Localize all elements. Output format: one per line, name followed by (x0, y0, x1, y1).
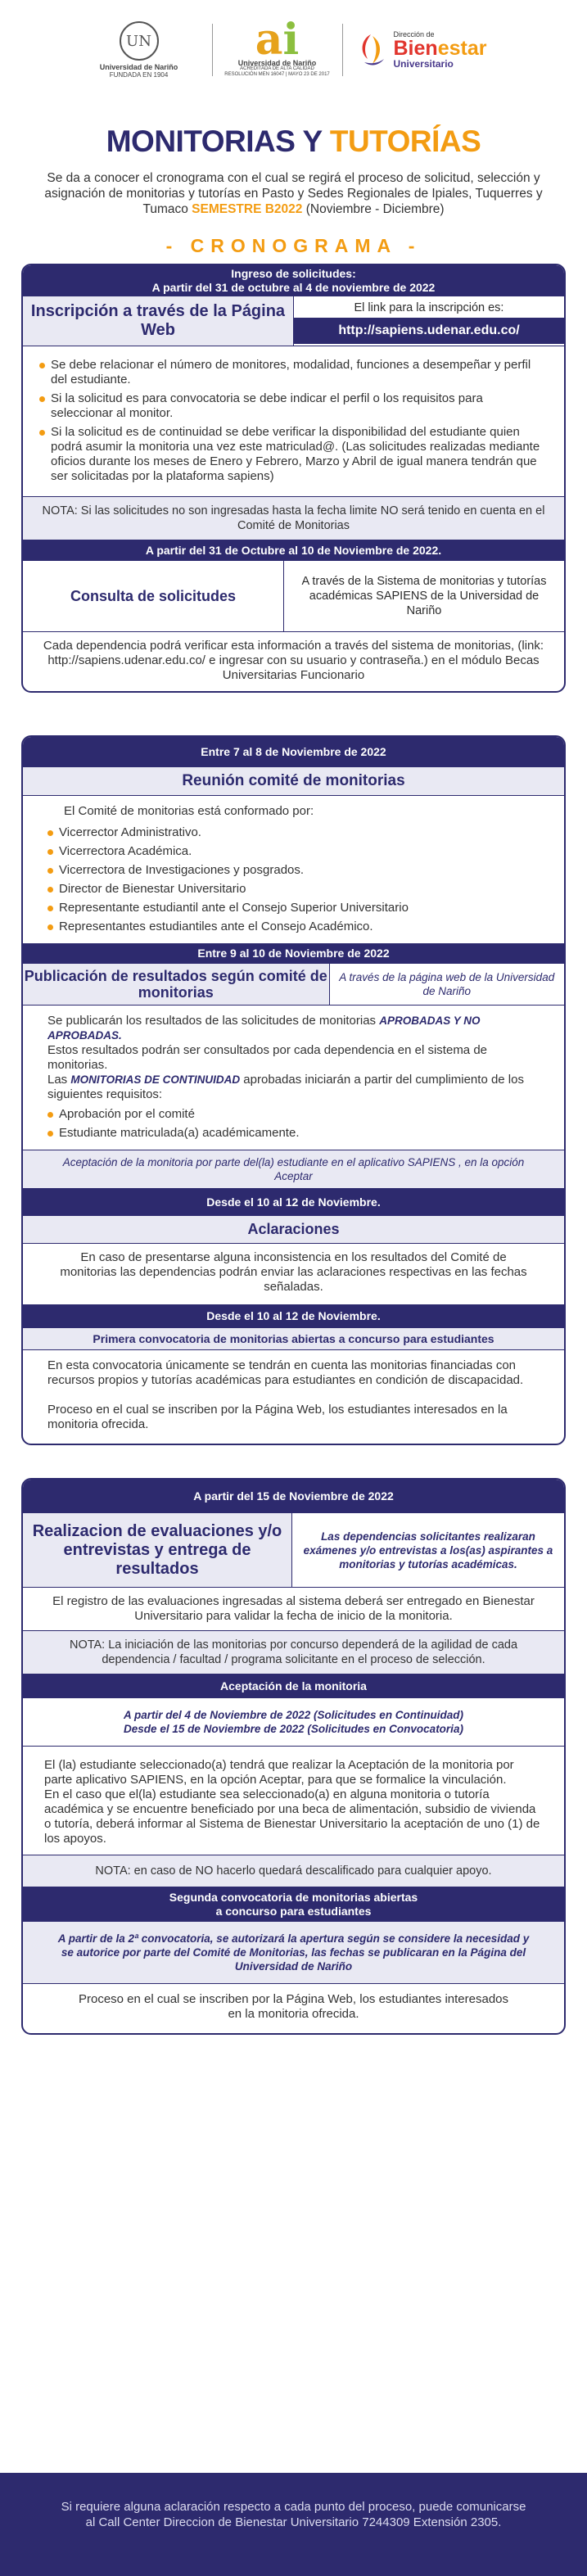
registro-text: El registro de las evaluaciones ingresadas al sistema deberá ser entregado en Bienestar Universitario para validar la fecha de inicio de la monitoria. (52, 1594, 535, 1623)
aclaraciones-text: En caso de presentarse alguna inconsistencia en los resultados del Comité de monitorias las dependencias podrán enviar las aclaraciones respectivas en las fechas señaladas. (60, 1250, 527, 1294)
list-item: Vicerrectora de Investigaciones y posgrados. (47, 863, 540, 878)
link-label: El link para la inscripción es: (354, 301, 504, 314)
aclaraciones-heading: Aclaraciones (23, 1216, 564, 1244)
bienestar-swirl-icon (354, 31, 387, 69)
iniciacion-note: NOTA: La iniciación de las monitorias por concurso dependerá de la agilidad de cada dependencia / facultad / programa solicitante en el proceso de selección. (23, 1630, 564, 1674)
final-proceso-text: Proceso en el cual se inscriben por la Página Web, los estudiantes interesados en la monitoria ofrecida. (78, 1992, 509, 2021)
list-item: Representantes estudiantiles ante el Consejo Académico. (47, 920, 540, 934)
aceptacion-note: Aceptación de la monitoria por parte del(la) estudiante en el aplicativo SAPIENS , en la opción Aceptar (23, 1150, 564, 1189)
dates-continuidad: A partir del 4 de Noviembre de 2022 (Solicitudes en Continuidad) (123, 1709, 464, 1721)
evaluaciones-title: Realizacion de evaluaciones y/o entrevistas y entrega de resultados (23, 1513, 292, 1587)
requirements-list (39, 358, 548, 484)
descalificado-note: NOTA: en caso de NO hacerlo quedará descalificado para cualquier apoyo. (23, 1855, 564, 1887)
convocatoria-proceso: Proceso en el cual se inscriben por la Página Web, los estudiantes interesados en la monitoria ofrecida. (47, 1403, 508, 1431)
consulta-desc: A través de la Sistema de monitorias y tutorías académicas SAPIENS de la Universidad de Nariño (301, 575, 547, 617)
ai-mark-icon: ai (255, 15, 300, 65)
comite-members (47, 825, 540, 934)
aceptacion-heading: Aceptación de la monitoria (23, 1674, 564, 1698)
ai-line2: ACREDITADA DE ALTA CALIDAD (240, 66, 314, 71)
list-item: Aprobación por el comité (47, 1107, 540, 1122)
date-band: A partir del 15 de Noviembre de 2022 (23, 1480, 564, 1513)
section-comite: Entre 7 al 8 de Noviembre de 2022 Reunión comité de monitorias El Comité de monitorias está conformado por: Vicerrector Administrativo. Vicerrectora Académica. Vicerrectora de Investigaciones y posgrados. Director de Bienestar Universitario Representante estudiantil ante el Consejo Superior Universitario Representantes estudiantiles ante el Consejo Académico. Entre 9 al 10 de Noviembre de 2022 Publicación de resultados según comité de monitorias A través de la página web de la Universidad de Nariño Se publicarán los resultados de las solicitudes de monitorias APROBADAS Y NO APROBADAS. Estos resultados podrán ser consultados por cada dependencia en el sistema de monitorias. Las MONITORIAS DE CONTINUIDAD aprobadas iniciarán a partir del cumplimiento de los siguientes requisitos: Aprobación por el comité Estudiante matriculada(a) académicamente. Aceptación de la monitoria por parte del(la) estudiante en el aplicativo SAPIENS , en la opción Aceptar Desde el 10 al 12 de Noviembre. Aclaraciones En caso de presentarse alguna inconsistencia en los resultados del Comité de monitorias las dependencias podrán enviar las aclaraciones respectivas en las fechas señaladas. Desde el 10 al 12 de Noviembre. Primera convocatoria de monitorias abiertas a concurso para estudiantes En esta convocatoria únicamente se tendrán en cuenta las monitorias financiadas con recursos propios y tutorías académicas para estudiantes en condición de discapacidad. Proceso en el cual se inscriben por la Página Web, los estudiantes interesados en la monitoria ofrecida. (21, 735, 566, 1445)
segunda-convocatoria-heading: Segunda convocatoria de monitorias abiertas a concurso para estudiantes (23, 1887, 564, 1922)
date-band: Entre 9 al 10 de Noviembre de 2022 (23, 943, 564, 964)
consulta-footer: Cada dependencia podrá verificar esta información a través del sistema de monitorias, (link: http://sapiens.udenar.edu.co/ e ingresar con su usuario y contraseña.) en el módulo Becas Universitarias Funcionario (43, 639, 544, 682)
ai-line1: Universidad de Nariño (237, 59, 317, 67)
list-item: Director de Bienestar Universitario (47, 882, 540, 897)
consulta-title: Consulta de solicitudes (23, 561, 284, 631)
list-item: Vicerrectora Académica. (47, 844, 540, 859)
page-title: MONITORIAS Y TUTORÍAS (106, 124, 481, 158)
dates-convocatoria: Desde el 15 de Noviembre de 2022 (Solicitudes en Convocatoria) (124, 1723, 463, 1735)
udenar-since: FUNDADA EN 1904 (109, 71, 169, 79)
intro-text: Se da a conocer el cronograma con el cual se regirá el proceso de solicitud, selección y asignación de monitorias y tutorías en Pasto y Sedes Regionales de Ipiales, Tuquerres y Tumaco SEMESTRE B2022 (Noviembre - Diciembre) (44, 171, 543, 216)
list-item: Estudiante matriculada(a) académicamente. (47, 1126, 540, 1141)
udenar-seal-icon: UN (120, 21, 159, 61)
requisitos-list (47, 1107, 540, 1141)
semester-label: SEMESTRE B2022 (192, 202, 303, 216)
cronograma-heading: - CRONOGRAMA - (165, 235, 422, 256)
publicacion-title: Publicación de resultados según comité de monitorias (23, 964, 330, 1005)
deadline-note: NOTA: Si las solicitudes no son ingresadas hasta la fecha limite NO será tenido en cuenta en el Comité de Monitorias (23, 496, 564, 540)
ai-line3: RESOLUCIÓN MEN 16047 | MAYO 23 DE 2017 (224, 72, 330, 77)
beca-text: En el caso que el(la) estudiante sea seleccionado(a) en alguna monitoria o tutoría académica y se encuentre beneficiado por una beca de alimentación, subsidio de vivienda o tutoría, deberá informar al Sistema de Bienestar Universitario la aceptación de uno (1) de los apoyos. (44, 1787, 540, 1846)
logo-header (0, 0, 587, 93)
section-evaluaciones (21, 1478, 566, 2035)
convocatoria-text: En esta convocatoria únicamente se tendrán en cuenta las monitorias financiadas con recursos propios y tutorías académicas para estudiantes en condición de discapacidad. (47, 1358, 524, 1387)
list-item: Se debe relacionar el número de monitores, modalidad, funciones a desempeñar y perfil del estudiante. (39, 358, 548, 387)
list-item: Si la solicitud es para convocatoria se debe indicar el perfil o los requisitos para seleccionar al monitor. (39, 391, 548, 421)
udenar-name: Universidad de Nariño (99, 63, 178, 71)
list-item: Vicerrector Administrativo. (47, 825, 540, 840)
contact-footer: Si requiere alguna aclaración respecto a cada punto del proceso, puede comunicarse al Call Center Direccion de Bienestar Universitario 7244309 Extensión 2305. (0, 2473, 587, 2576)
comite-heading: Reunión comité de monitorias (23, 767, 564, 796)
logo-divider (212, 24, 213, 76)
primera-convocatoria-heading: Primera convocatoria de monitorias abiertas a concurso para estudiantes (23, 1328, 564, 1350)
date-band: Desde el 10 al 12 de Noviembre. (23, 1304, 564, 1328)
logo-divider (342, 24, 343, 76)
date-band: Ingreso de solicitudes: A partir del 31 de octubre al 4 de noviembre de 2022 (23, 265, 564, 296)
list-item: Si la solicitud es de continuidad se debe verificar la disponibilidad del estudiante quien podrá asumir la monitoria una vez este matriculad@. (Las solicitudes realizadas mediante oficios durante los meses de Enero y Febrero, Marzo y Abril de igual manera tendrán que ser solicitadas por la plataforma sapiens) (39, 425, 548, 484)
comite-intro: El Comité de monitorias está conformado por: (64, 804, 314, 818)
evaluaciones-desc: Las dependencias solicitantes realizaran exámenes y/o entrevistas a los(as) aspirantes a monitorias y tutorías académicas. (303, 1530, 553, 1570)
bienestar-wordmark: Bienestar (393, 37, 487, 60)
bienestar-logo (354, 31, 510, 69)
udenar-logo (78, 21, 201, 79)
publicacion-desc: A través de la página web de la Universidad de Nariño (339, 971, 555, 997)
inscripcion-title: Inscripción a través de la Página Web (23, 296, 294, 346)
list-item: Representante estudiantil ante el Consejo Superior Universitario (47, 901, 540, 915)
date-band: A partir del 31 de Octubre al 10 de Noviembre de 2022. (23, 540, 564, 561)
segunda-convocatoria-note: A partir de la 2ª convocatoria, se autorizará la apertura según se considere la necesidad y se autorice por parte del Comité de Monitorias, las fechas se publicaran en la Página del Universidad de Nariño (23, 1922, 564, 1984)
sapiens-link[interactable]: http://sapiens.udenar.edu.co/ (294, 318, 564, 344)
bienestar-line3: Universitario (393, 58, 454, 70)
bienestar-line1: Dirección de (393, 30, 435, 38)
aceptacion-text: El (la) estudiante seleccionado(a) tendrá que realizar la Aceptación de la monitoria por parte aplicativo SAPIENS, en la opción Aceptar, para que se formalice la vinculación. (44, 1758, 514, 1787)
accreditation-logo (224, 15, 331, 78)
date-band: Desde el 10 al 12 de Noviembre. (23, 1189, 564, 1216)
section-inscripcion (21, 264, 566, 693)
date-band: Entre 7 al 8 de Noviembre de 2022 (23, 737, 564, 767)
